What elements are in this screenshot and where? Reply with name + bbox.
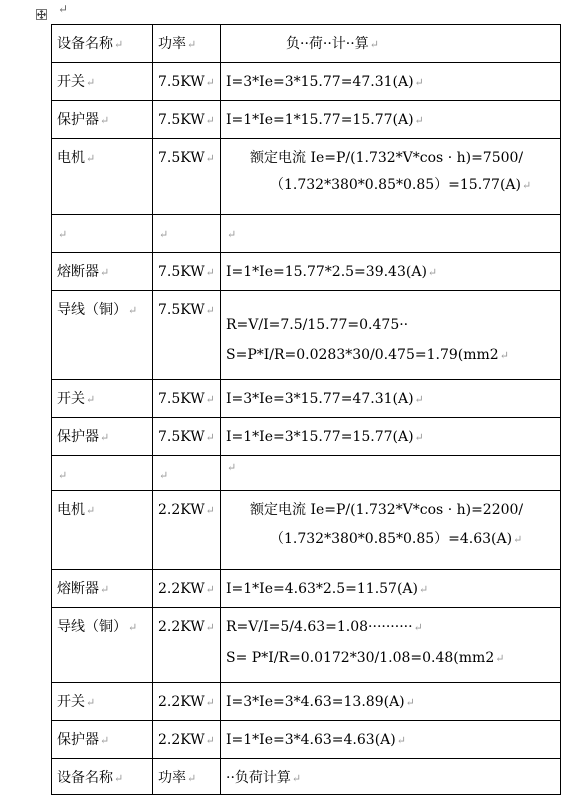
- table-row: [52, 380, 561, 418]
- cell-text: 7.5KW: [158, 302, 205, 318]
- paragraph-mark: ↵: [396, 734, 406, 747]
- cell-text: I=3*Ie=3*15.77=47.31(A): [226, 391, 414, 407]
- cell-paragraph: [57, 608, 152, 636]
- power-cell[interactable]: [153, 491, 221, 570]
- paragraph-mark: ↵: [414, 76, 424, 89]
- paragraph-mark: ↵: [405, 696, 415, 709]
- cell-paragraph: [57, 759, 152, 787]
- power-cell[interactable]: [153, 759, 221, 795]
- header-cell-name[interactable]: [52, 25, 153, 63]
- paragraph-mark: ↵: [205, 734, 215, 747]
- cell-paragraph: [158, 570, 220, 598]
- power-cell[interactable]: [153, 380, 221, 418]
- cell-paragraph: [158, 683, 220, 711]
- cell-text: 2.2KW: [158, 694, 205, 710]
- table-row: [52, 101, 561, 139]
- paragraph-mark: ↵: [227, 228, 237, 241]
- cell-text: 熔断器: [57, 581, 99, 597]
- calc-cell[interactable]: [221, 418, 561, 456]
- table-row: [52, 215, 561, 253]
- paragraph-mark: ↵: [86, 152, 96, 165]
- cell-paragraph: [226, 63, 560, 91]
- paragraph-mark: ↵: [205, 266, 215, 279]
- power-cell[interactable]: [153, 418, 221, 456]
- cell-paragraph: [226, 380, 560, 408]
- cell-paragraph: [226, 333, 560, 364]
- cell-text: R=V/I=7.5/15.77=0.475··: [226, 317, 409, 333]
- paragraph-mark: ↵: [58, 2, 69, 16]
- cell-paragraph: [226, 166, 560, 194]
- paragraph-mark: ↵: [159, 469, 169, 482]
- device-name-cell[interactable]: [52, 63, 153, 101]
- power-cell[interactable]: [153, 291, 221, 380]
- paragraph-mark: ↵: [205, 696, 215, 709]
- cell-text: I=1*Ie=15.77*2.5=39.43(A): [226, 264, 427, 280]
- cell-text: 7.5KW: [158, 264, 205, 280]
- paragraph-mark: ↵: [205, 504, 215, 517]
- calc-cell[interactable]: [221, 491, 561, 570]
- cell-paragraph: [158, 291, 220, 319]
- paragraph-mark: ↵: [414, 393, 424, 406]
- paragraph-mark: ↵: [128, 621, 138, 634]
- device-name-cell[interactable]: [52, 491, 153, 570]
- table-row: [52, 608, 561, 683]
- cell-text: 导线（铜）: [57, 619, 127, 635]
- cell-text: 7.5KW: [158, 391, 205, 407]
- cell-paragraph: [226, 683, 560, 711]
- cell-paragraph: [226, 418, 560, 446]
- cell-text: （1.732*380*0.85*0.85）=15.77(A): [270, 177, 521, 193]
- cell-text: S=P*I/R=0.0283*30/0.475=1.79(mm2: [226, 347, 499, 363]
- paragraph-mark: ↵: [522, 179, 532, 192]
- table-row: [52, 139, 561, 215]
- cell-paragraph: [158, 418, 220, 446]
- cell-paragraph: [158, 139, 220, 167]
- device-name-cell[interactable]: [52, 139, 153, 215]
- cell-paragraph: [226, 215, 560, 243]
- paragraph-mark: ↵: [205, 114, 215, 127]
- table-row: [52, 491, 561, 570]
- device-name-cell[interactable]: [52, 418, 153, 456]
- cell-paragraph: [57, 139, 152, 167]
- cell-paragraph: [226, 570, 560, 598]
- device-name-cell[interactable]: [52, 380, 153, 418]
- cell-paragraph: [57, 570, 152, 598]
- cell-text: 导线（铜）: [57, 302, 127, 318]
- paragraph-mark: ↵: [205, 431, 215, 444]
- paragraph-mark: ↵: [205, 393, 215, 406]
- cell-text: 7.5KW: [158, 429, 205, 445]
- paragraph-mark: ↵: [58, 228, 68, 241]
- cell-paragraph: [158, 608, 220, 636]
- cell-paragraph: [158, 380, 220, 408]
- cell-text: 7.5KW: [158, 112, 205, 128]
- table-row: [52, 721, 561, 759]
- cell-paragraph: [158, 63, 220, 91]
- paragraph-mark: ↵: [100, 734, 110, 747]
- cell-paragraph: [226, 636, 560, 667]
- cell-paragraph: [226, 491, 560, 518]
- calc-cell[interactable]: [221, 139, 561, 215]
- paragraph-mark: ↵: [513, 533, 523, 546]
- power-cell[interactable]: [153, 101, 221, 139]
- cell-text: 负··荷··计··算: [286, 36, 369, 52]
- device-name-cell[interactable]: [52, 570, 153, 608]
- paragraph-mark: ↵: [100, 431, 110, 444]
- power-cell[interactable]: [153, 683, 221, 721]
- device-name-cell[interactable]: [52, 721, 153, 759]
- cell-text: 保护器: [57, 112, 99, 128]
- cell-text: 设备名称: [57, 770, 113, 786]
- cell-text: I=3*Ie=3*15.77=47.31(A): [226, 74, 414, 90]
- table-row: [52, 63, 561, 101]
- cell-text: 2.2KW: [158, 502, 205, 518]
- cell-paragraph: [57, 721, 152, 749]
- cell-paragraph: [158, 491, 220, 519]
- cell-text: 电机: [57, 502, 85, 518]
- cell-paragraph: [226, 25, 560, 53]
- calc-cell[interactable]: [221, 380, 561, 418]
- cell-paragraph: [57, 380, 152, 408]
- cell-text: 设备名称: [57, 36, 113, 52]
- cell-paragraph: [57, 63, 152, 91]
- cell-paragraph: [158, 25, 220, 53]
- cell-text: 2.2KW: [158, 732, 205, 748]
- cell-text: 功率: [158, 36, 186, 52]
- calc-cell[interactable]: [221, 456, 561, 491]
- calc-cell[interactable]: [221, 101, 561, 139]
- cell-paragraph: [226, 101, 560, 129]
- paragraph-mark: ↵: [159, 228, 169, 241]
- cell-text: 保护器: [57, 429, 99, 445]
- table-row: [52, 759, 561, 795]
- cell-paragraph: [158, 721, 220, 749]
- paragraph-mark: ↵: [86, 504, 96, 517]
- power-cell[interactable]: [153, 608, 221, 683]
- paragraph-mark: ↵: [86, 393, 96, 406]
- paragraph-mark: ↵: [114, 38, 124, 51]
- device-name-cell[interactable]: [52, 253, 153, 291]
- paragraph-mark: ↵: [114, 772, 124, 785]
- paragraph-mark: ↵: [128, 304, 138, 317]
- cell-text: 功率: [158, 770, 186, 786]
- power-cell[interactable]: [153, 63, 221, 101]
- cell-text: 2.2KW: [158, 619, 205, 635]
- cell-paragraph: [158, 253, 220, 281]
- paragraph-mark: ↵: [427, 266, 438, 279]
- cell-paragraph: [158, 101, 220, 129]
- paragraph-mark: ↵: [414, 431, 424, 444]
- cell-text: 保护器: [57, 732, 99, 748]
- cell-paragraph: [226, 139, 560, 166]
- paragraph-mark: ↵: [205, 152, 215, 165]
- cell-text: 熔断器: [57, 264, 99, 280]
- cell-text: 2.2KW: [158, 581, 205, 597]
- table-row: [52, 291, 561, 380]
- paragraph-mark: ↵: [86, 696, 96, 709]
- calc-cell[interactable]: [221, 253, 561, 291]
- cell-text: 开关: [57, 391, 85, 407]
- cell-paragraph: [57, 215, 152, 243]
- cell-paragraph: [57, 683, 152, 711]
- cell-paragraph: [158, 759, 220, 787]
- cell-paragraph: [57, 418, 152, 446]
- calc-cell[interactable]: [221, 683, 561, 721]
- power-cell[interactable]: [153, 215, 221, 253]
- cell-paragraph: [57, 101, 152, 129]
- cell-paragraph: [158, 456, 220, 484]
- power-cell[interactable]: [153, 570, 221, 608]
- calc-cell[interactable]: [221, 215, 561, 253]
- cell-paragraph: [226, 291, 560, 333]
- paragraph-mark: ↵: [100, 266, 110, 279]
- calc-cell[interactable]: [221, 721, 561, 759]
- cell-paragraph: [158, 215, 220, 243]
- cell-text: ··负荷计算: [226, 770, 291, 786]
- cell-text: I=1*Ie=1*15.77=15.77(A): [226, 112, 414, 128]
- device-name-cell[interactable]: [52, 101, 153, 139]
- calc-cell[interactable]: [221, 63, 561, 101]
- paragraph-mark: ↵: [205, 621, 215, 634]
- header-cell-power[interactable]: [153, 25, 221, 63]
- cell-paragraph: [57, 456, 152, 484]
- cell-text: 额定电流 Ie=P/(1.732*V*cos · h)=2200/: [250, 502, 524, 518]
- cell-paragraph: [57, 491, 152, 519]
- calc-cell[interactable]: [221, 291, 561, 380]
- paragraph-mark: ↵: [86, 76, 96, 89]
- device-name-cell[interactable]: [52, 608, 153, 683]
- paragraph-mark: ↵: [187, 38, 197, 51]
- paragraph-mark: ↵: [58, 469, 68, 482]
- table-row: [52, 570, 561, 608]
- paragraph-mark: ↵: [369, 38, 379, 51]
- header-cell-calc[interactable]: [221, 25, 561, 63]
- table-row: [52, 683, 561, 721]
- cell-text: 开关: [57, 74, 85, 90]
- cell-paragraph: [226, 518, 560, 548]
- device-name-cell[interactable]: [52, 215, 153, 253]
- device-name-cell[interactable]: [52, 683, 153, 721]
- paragraph-mark: ↵: [419, 583, 429, 596]
- paragraph-mark: ↵: [227, 461, 237, 474]
- cell-text: 7.5KW: [158, 74, 205, 90]
- cell-text: 开关: [57, 694, 85, 710]
- paragraph-mark: ↵: [291, 772, 302, 785]
- calc-cell[interactable]: [221, 570, 561, 608]
- cell-paragraph: [226, 253, 560, 281]
- paragraph-mark: ↵: [495, 652, 505, 665]
- paragraph-mark: ↵: [413, 621, 423, 634]
- paragraph-mark: ↵: [205, 583, 215, 596]
- calc-cell[interactable]: [221, 759, 561, 795]
- table-row: [52, 418, 561, 456]
- cell-text: I=1*Ie=3*4.63=4.63(A): [226, 732, 396, 748]
- power-cell[interactable]: [153, 139, 221, 215]
- cell-text: 电机: [57, 150, 85, 166]
- cell-text: （1.732*380*0.85*0.85）=4.63(A): [270, 531, 513, 547]
- device-name-cell[interactable]: [52, 456, 153, 491]
- paragraph-mark: ↵: [100, 114, 110, 127]
- cell-paragraph: [226, 608, 560, 636]
- device-name-cell[interactable]: [52, 759, 153, 795]
- cell-paragraph: [226, 721, 560, 749]
- cell-paragraph: [57, 291, 152, 319]
- power-cell[interactable]: [153, 456, 221, 491]
- paragraph-mark: ↵: [499, 349, 509, 362]
- cell-text: I=1*Ie=3*15.77=15.77(A): [226, 429, 414, 445]
- paragraph-mark: ↵: [205, 76, 215, 89]
- cell-paragraph: [226, 456, 560, 476]
- load-calculation-table: [51, 24, 561, 795]
- cell-text: I=3*Ie=3*4.63=13.89(A): [226, 694, 405, 710]
- cell-text: S= P*I/R=0.0172*30/1.08=0.48(mm2: [226, 650, 495, 666]
- cell-text: I=1*Ie=4.63*2.5=11.57(A): [226, 581, 418, 597]
- paragraph-mark: ↵: [414, 114, 424, 127]
- cell-paragraph: [57, 253, 152, 281]
- cell-paragraph: [57, 25, 152, 53]
- table-move-handle[interactable]: [36, 9, 47, 20]
- table-row: [52, 456, 561, 491]
- paragraph-mark: ↵: [187, 772, 197, 785]
- cell-paragraph: [226, 759, 560, 787]
- table-header-row: [52, 25, 561, 63]
- move-arrows-icon: [37, 10, 46, 19]
- cell-text: R=V/I=5/4.63=1.08··········: [226, 619, 413, 635]
- paragraph-mark: ↵: [205, 304, 215, 317]
- paragraph-mark: ↵: [100, 583, 110, 596]
- device-name-cell[interactable]: [52, 291, 153, 380]
- power-cell[interactable]: [153, 253, 221, 291]
- cell-text: 7.5KW: [158, 150, 205, 166]
- calc-cell[interactable]: [221, 608, 561, 683]
- cell-text: 额定电流 Ie=P/(1.732*V*cos · h)=7500/: [250, 150, 524, 166]
- power-cell[interactable]: [153, 721, 221, 759]
- table-row: [52, 253, 561, 291]
